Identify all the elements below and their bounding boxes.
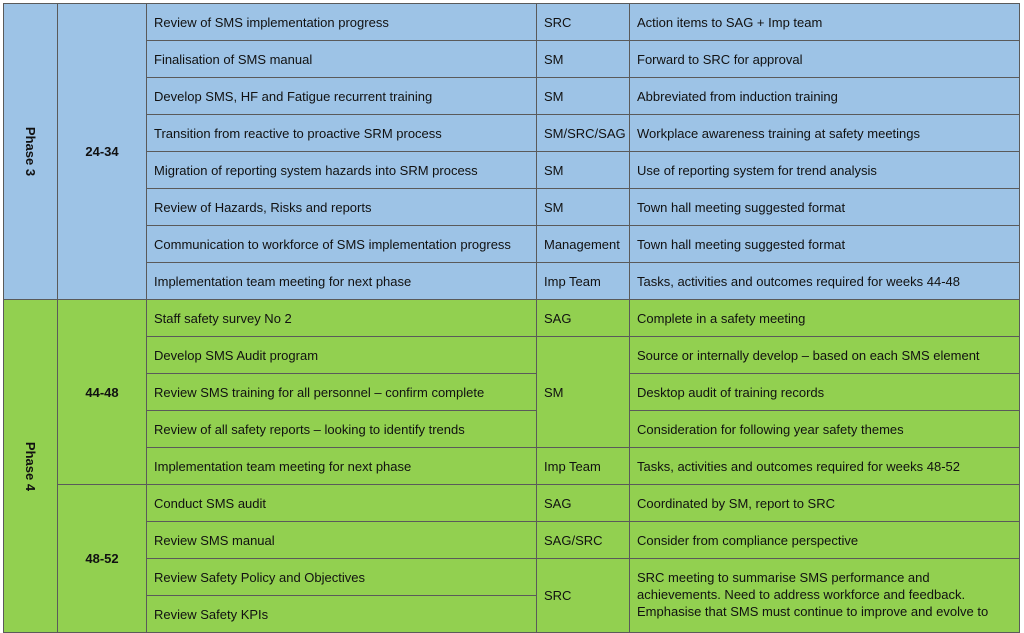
responsibility-cell: SM: [537, 189, 630, 226]
table-row: [4, 411, 1020, 448]
table-row: [4, 41, 1020, 78]
table-row: [4, 189, 1020, 226]
responsibility-cell: SAG: [537, 485, 630, 522]
notes-cell: Consideration for following year safety themes: [630, 411, 1020, 448]
table-row: [4, 263, 1020, 300]
implementation-schedule-table: [3, 3, 1020, 633]
phase-label: Phase 3: [23, 126, 38, 177]
notes-cell: Workplace awareness training at safety meetings: [630, 115, 1020, 152]
table-row: [4, 485, 1020, 522]
task-cell: Implementation team meeting for next phase: [147, 448, 537, 485]
responsibility-cell: SAG/SRC: [537, 522, 630, 559]
task-cell: Review SMS training for all personnel – confirm complete: [147, 374, 537, 411]
phase-label-cell: [4, 4, 58, 300]
notes-cell: Town hall meeting suggested format: [630, 189, 1020, 226]
notes-cell: Town hall meeting suggested format: [630, 226, 1020, 263]
task-cell: Review of SMS implementation progress: [147, 4, 537, 41]
notes-cell: Tasks, activities and outcomes required for weeks 44-48: [630, 263, 1020, 300]
table-row: [4, 152, 1020, 189]
notes-cell: Complete in a safety meeting: [630, 300, 1020, 337]
notes-cell: Forward to SRC for approval: [630, 41, 1020, 78]
task-cell: Migration of reporting system hazards into SRM process: [147, 152, 537, 189]
responsibility-cell: SRC: [537, 4, 630, 41]
table-row: [4, 300, 1020, 337]
task-cell: Develop SMS, HF and Fatigue recurrent training: [147, 78, 537, 115]
responsibility-cell: SM/SRC/SAG: [537, 115, 630, 152]
notes-cell: Consider from compliance perspective: [630, 522, 1020, 559]
notes-cell: Abbreviated from induction training: [630, 78, 1020, 115]
table-row: [4, 115, 1020, 152]
notes-cell: Use of reporting system for trend analysis: [630, 152, 1020, 189]
task-cell: Transition from reactive to proactive SRM process: [147, 115, 537, 152]
task-cell: Finalisation of SMS manual: [147, 41, 537, 78]
task-cell: Review Safety KPIs: [147, 596, 537, 633]
notes-cell: Source or internally develop – based on each SMS element: [630, 337, 1020, 374]
table-row: [4, 337, 1020, 374]
notes-cell: SRC meeting to summarise SMS performance and achievements. Need to address workforce and feedback. Emphasise that SMS must continue to improve and evolve to: [630, 559, 1020, 633]
task-cell: Staff safety survey No 2: [147, 300, 537, 337]
weeks-cell: 48-52: [58, 485, 147, 633]
task-cell: Implementation team meeting for next phase: [147, 263, 537, 300]
responsibility-cell: Imp Team: [537, 263, 630, 300]
phase-label-cell: [4, 300, 58, 633]
task-cell: Review of Hazards, Risks and reports: [147, 189, 537, 226]
notes-cell: Action items to SAG + Imp team: [630, 4, 1020, 41]
table-row: [4, 522, 1020, 559]
task-cell: Conduct SMS audit: [147, 485, 537, 522]
responsibility-cell: Imp Team: [537, 448, 630, 485]
task-cell: Review SMS manual: [147, 522, 537, 559]
table-row: [4, 559, 1020, 596]
table-row: [4, 4, 1020, 41]
weeks-cell: 44-48: [58, 300, 147, 485]
notes-cell: Tasks, activities and outcomes required for weeks 48-52: [630, 448, 1020, 485]
responsibility-cell: SM: [537, 78, 630, 115]
responsibility-cell: SM: [537, 41, 630, 78]
task-cell: Communication to workforce of SMS implementation progress: [147, 226, 537, 263]
table-row: [4, 448, 1020, 485]
responsibility-cell: Management: [537, 226, 630, 263]
notes-cell: Desktop audit of training records: [630, 374, 1020, 411]
table-row: [4, 78, 1020, 115]
task-cell: Review Safety Policy and Objectives: [147, 559, 537, 596]
responsibility-cell: SAG: [537, 300, 630, 337]
task-cell: Develop SMS Audit program: [147, 337, 537, 374]
phase-label: Phase 4: [23, 441, 38, 491]
task-cell: Review of all safety reports – looking to identify trends: [147, 411, 537, 448]
weeks-cell: 24-34: [58, 4, 147, 300]
responsibility-cell: SM: [537, 152, 630, 189]
responsibility-cell: SRC: [537, 559, 630, 633]
responsibility-cell: SM: [537, 337, 630, 448]
table-row: [4, 374, 1020, 411]
table-row: [4, 226, 1020, 263]
notes-cell: Coordinated by SM, report to SRC: [630, 485, 1020, 522]
